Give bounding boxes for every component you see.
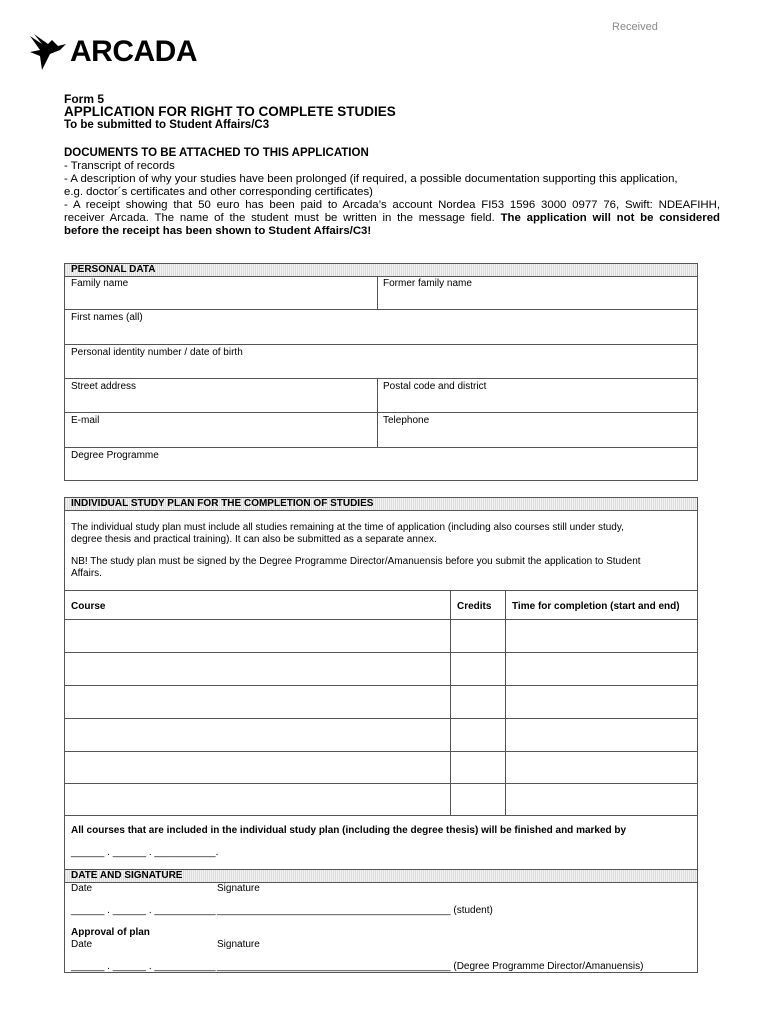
finish-date-blank[interactable]: ______ . ______ . ___________. — [71, 847, 219, 858]
documents-line-5-bold: The application will not be considered — [500, 212, 720, 224]
logo-wordmark: ARCADA — [70, 35, 197, 68]
signature-box — [64, 869, 698, 973]
personal-data-box — [64, 263, 698, 481]
form-number: Form 5 — [64, 92, 105, 106]
column-time-for-completion: Time for completion (start and end) — [512, 601, 680, 612]
finish-statement: All courses that are included in the individual study plan (including the degree thesis) will be finished and marked by — [71, 825, 627, 836]
student-signature-blank[interactable]: __________________________________________ (student) — [217, 905, 493, 916]
study-plan-para2-a: NB! The study plan must be signed by the Degree Programme Director/Amanuensis before you submit the application to Student — [71, 556, 641, 567]
director-signature-blank[interactable]: __________________________________________ (Degree Programme Director/Amanuensis) — [217, 961, 644, 972]
received-stamp-label: Received — [612, 21, 658, 33]
study-plan-para2-b: Affairs. — [71, 568, 102, 579]
documents-line-5-normal: receiver Arcada. The name of the student must be written in the message field. — [64, 212, 501, 224]
street-address-label: Street address — [71, 381, 137, 392]
study-plan-para1-a: The individual study plan must include all studies remaining at the time of application (including also courses still under study, — [71, 522, 624, 533]
documents-line-3: e.g. doctor´s certificates and other corresponding certificates) — [64, 186, 373, 198]
documents-heading: DOCUMENTS TO BE ATTACHED TO THIS APPLICATION — [64, 147, 369, 159]
personal-data-header — [65, 264, 697, 277]
date-label: Date — [71, 883, 93, 894]
email-label: E-mail — [71, 415, 100, 426]
study-plan-heading: INDIVIDUAL STUDY PLAN FOR THE COMPLETION OF STUDIES — [71, 498, 374, 509]
former-family-name-label: Former family name — [383, 278, 472, 289]
personal-identity-label: Personal identity number / date of birth — [71, 347, 243, 358]
telephone-label: Telephone — [383, 415, 430, 426]
arcada-logo — [28, 30, 197, 72]
form-subtitle: To be submitted to Student Affairs/C3 — [64, 119, 270, 131]
documents-line-2: - A description of why your studies have been prolonged (if required, a possible documentation supporting this application, — [64, 173, 678, 185]
study-plan-para1-b: degree thesis and practical training). It can also be submitted as a separate annex. — [71, 534, 437, 545]
documents-line-6: before the receipt has been shown to Student Affairs/C3! — [64, 225, 372, 237]
signature-header — [65, 870, 697, 883]
study-plan-header — [65, 498, 697, 511]
documents-line-4: - A receipt showing that 50 euro has been paid to Arcada’s account Nordea FI53 1596 3000 0977 76, Swift: NDEAFIHH, — [64, 199, 720, 211]
signature-heading: DATE AND SIGNATURE — [71, 870, 183, 881]
signature-label: Signature — [217, 883, 260, 894]
director-date-blank[interactable]: ______ . ______ . ___________ — [71, 961, 216, 972]
first-names-label: First names (all) — [71, 312, 143, 323]
arcada-bird-icon — [28, 30, 72, 72]
documents-line-1: - Transcript of records — [64, 160, 175, 172]
study-plan-box — [64, 497, 698, 870]
student-date-blank[interactable]: ______ . ______ . ___________ — [71, 905, 216, 916]
documents-line-5 — [64, 212, 720, 224]
column-credits: Credits — [457, 601, 492, 612]
approval-signature-label: Signature — [217, 939, 260, 950]
personal-data-heading: PERSONAL DATA — [71, 264, 156, 275]
family-name-label: Family name — [71, 278, 129, 289]
column-course: Course — [71, 601, 106, 612]
degree-programme-label: Degree Programme — [71, 450, 159, 461]
approval-date-label: Date — [71, 939, 93, 950]
form-title: APPLICATION FOR RIGHT TO COMPLETE STUDIES — [64, 104, 396, 119]
postal-code-label: Postal code and district — [383, 381, 487, 392]
approval-of-plan-label: Approval of plan — [71, 927, 150, 938]
